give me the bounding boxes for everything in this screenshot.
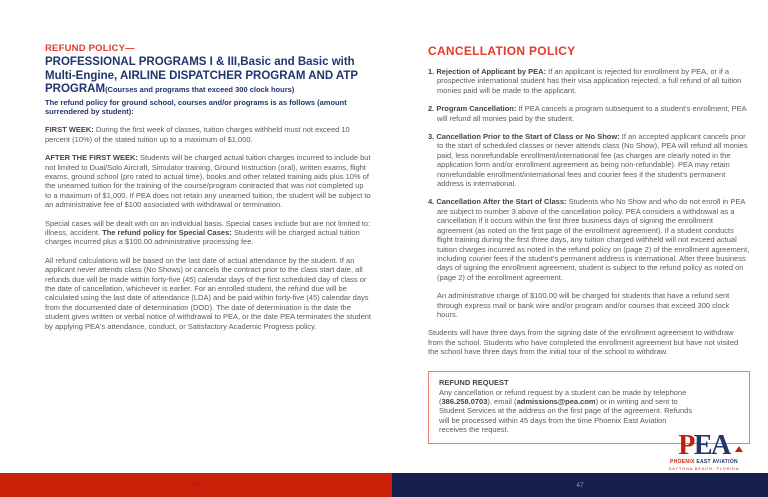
page-number-right: 47 <box>576 481 584 489</box>
withdrawal-closing-paragraph: Students will have three days from the signing date of the enrollment agreement to withdraw from the school. Students who have completed the enrollment agreement but have not visited the school have three days from the initial tour of the school to withdraw. <box>428 328 739 357</box>
pea-logo <box>655 430 753 471</box>
logo-a-triangle-icon <box>735 446 743 452</box>
cancellation-policy-heading: CANCELLATION POLICY <box>428 44 576 58</box>
footer-left-band <box>0 473 392 497</box>
policy-item-4: 4. Cancellation After the Start of Class: Students who No Show and who do not enroll in PEA are subject to number 3 above of the cancellation policy. PEA considers a withdrawal as a cancellation if it occurs within the first three business days of signing the enrollment agreement (as noted on the first page of the enrollment agreement). If a student conducts flight training during the first three days, any tuition charged withheld will not exceed actual tuition charges incurred as noted in the refund policy on (page 2) of the enrollment agreement, including courier fees if the student's permanent address is international. After three business days of signing the enrollment agreement, student is subject to the refund policy as noted on (page 2) of the enrollment agreement. <box>428 197 750 282</box>
footer-right-band <box>392 473 768 497</box>
after-first-week-paragraph: AFTER THE FIRST WEEK: Students will be charged actual tuition charges incurred to include but not limited to Dual/Solo Aircraft, Simulator training, Ground Instruction (oral), written exams, flight exams, ground school (pro rated to actual time), books and other related training aids plus 10% of the unearned tuition for the training of the course/program contracted that was not completed up to a maximum of $1,000. If PEA does not retain any unearned tuition, the student will be subject to an administrative fee of $100 associated with withdrawal or termination. <box>45 153 371 210</box>
refund-calculations-paragraph: All refund calculations will be based on the last date of actual attendance by the student. If an applicant never attends class (No Shows) or cancels the contract prior to the class start date, all refunds due will be made within forty-five (45) calendar days of the first scheduled day of class or the date of cancellation, whichever is earlier. For an enrolled student, the refund due will be calculated using the last date of attendance (LDA) and be paid within forty-five (45) calendar days from the documented date of determination (DOD). The date of determination is the date the student gives written or verbal notice of withdrawal to PEA, or the date PEA terminates the student by applying PEA's attendance, conduct, or Satisfactory Academic Progress policy. <box>45 255 372 331</box>
programs-heading: PROFESSIONAL PROGRAMS I & III,Basic and Basic with Multi-Engine, AIRLINE DISPATCHER PROGRAM AND ATP PROGRAM(Courses and programs that exceed 300 clock hours) <box>45 56 358 95</box>
logo-location: DAYTONA BEACH, FLORIDA <box>668 466 740 471</box>
special-cases-paragraph: Special cases will be dealt with on an individual basis. Special cases include but are not limited to: illness, accident. The refund policy for Special Cases: Students will be charged actual tuition charges incurred plus a $100.00 administrative processing fee. <box>45 218 371 247</box>
policy-item-3: 3. Cancellation Prior to the Start of Class or No Show: If an accepted applicant cancels prior to the start of scheduled classes or never attends class (No Show), PEA will refund all monies paid, less nonrefundable enrollment/international fee (as charges are clearly noted in the application form and/or enrollment agreement as being non-refundable). PEA may retain nonrefundable enrollment/international fees and courier fees if the student's permanent address is international. <box>428 132 748 189</box>
refund-request-text: Any cancellation or refund request by a student can be made by telephone (386.258.0703), email (admissions@pea.com) or in writing and sent to Student Services at the address on the first page of the agreement. Refunds will be processed within 45 days from the time Phoenix East Aviation receives the request. <box>439 387 693 435</box>
refund-policy-subheading: The refund policy for ground school, courses and/or programs is as follows (amount surrendered by student): <box>45 97 347 116</box>
pea-logo-letters: PEA <box>678 430 730 461</box>
policy-item-1: 1. Rejection of Applicant by PEA: If an applicant is rejected for enrollment by PEA, or if a prospective international student has their visa application rejected, a full refund of all tuition monies paid will be made to the applicant. <box>428 67 742 95</box>
page-left <box>45 43 371 331</box>
page-number-left: 46 <box>192 481 200 489</box>
logo-company-name: PHOENIX EAST AVIATION <box>670 459 738 465</box>
policy-item-2: 2. Program Cancellation: If PEA cancels a program subsequent to a student's enrollment, PEA will refund all monies paid by the student. <box>428 104 747 123</box>
refund-policy-heading: REFUND POLICY— <box>45 43 135 54</box>
policy-item-4-continued: An administrative charge of $100.00 will be charged for students that have a refund sent through express mail or bank wire and/or program and/or courses that exceed 300 clock hours. <box>437 291 730 319</box>
footer-bar <box>0 473 768 497</box>
page-right <box>428 43 750 444</box>
first-week-paragraph: FIRST WEEK: During the first week of classes, tuition charges withheld must not exceed 10 percent (10%) of the stated tuition up to a maximum of $1,000. <box>45 125 350 144</box>
refund-request-title: REFUND REQUEST <box>439 377 509 387</box>
